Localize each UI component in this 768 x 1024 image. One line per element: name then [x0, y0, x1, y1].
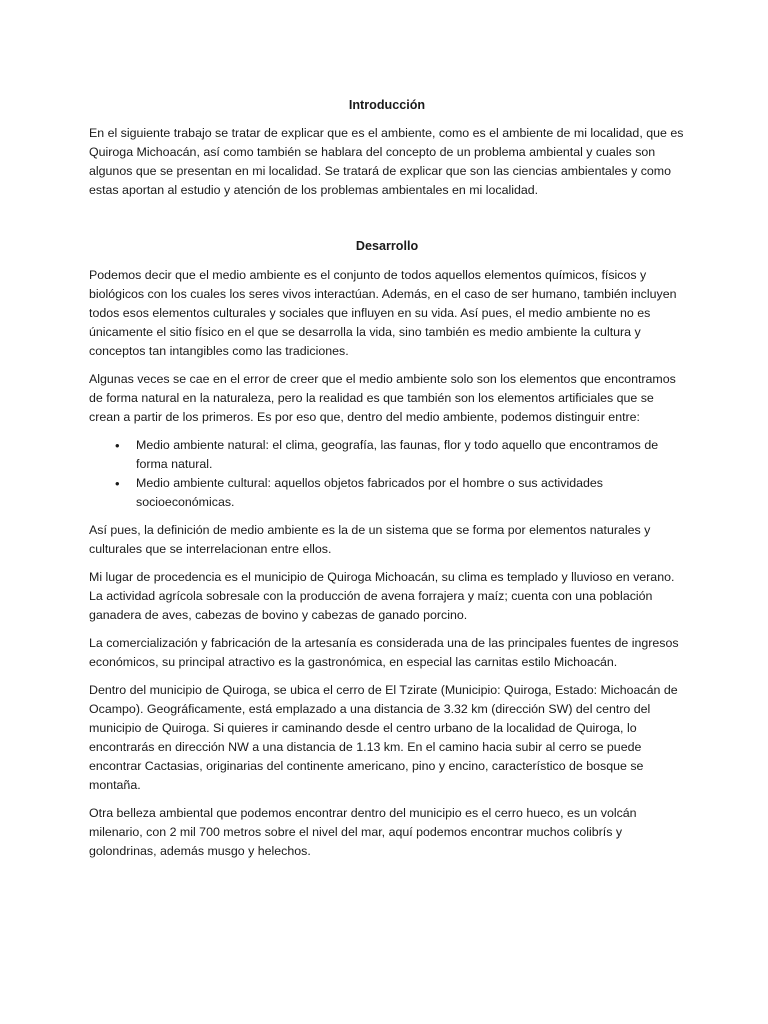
environment-types-list — [89, 436, 685, 512]
desarrollo-heading: Desarrollo — [355, 239, 419, 253]
list-item-text: Medio ambiente natural: el clima, geografía, las faunas, flor y todo aquello que encontramos de forma natural. — [136, 438, 659, 471]
bullet-icon: • — [115, 438, 120, 453]
desarrollo-paragraph-5: La comercialización y fabricación de la artesanía es considerada una de las principales fuentes de ingresos económicos, su principal atractivo es la gastronómica, en especial las carnitas estilo Michoacán. — [89, 636, 679, 669]
intro-paragraph: En el siguiente trabajo se tratar de explicar que es el ambiente, como es el ambiente de mi localidad, que es Quiroga Michoacán, así como también se hablara del concepto de un problema ambiental y cuales son algunos que se presentan en mi localidad. Se tratará de explicar que son las ciencias ambientales y como estas aportan al estudio y atención de los problemas ambientales en mi localidad. — [89, 126, 684, 197]
document-page — [89, 96, 685, 870]
list-item-text: Medio ambiente cultural: aquellos objetos fabricados por el hombre o sus actividades socioeconómicas. — [136, 476, 603, 509]
desarrollo-paragraph-2: Algunas veces se cae en el error de creer que el medio ambiente solo son los elementos que encontramos de forma natural en la naturaleza, pero la realidad es que también son los elementos artificiales que se crean a partir de los primeros. Es por eso que, dentro del medio ambiente, podemos distinguir entre: — [89, 372, 676, 424]
desarrollo-paragraph-3: Así pues, la definición de medio ambiente es la de un sistema que se forma por elementos naturales y culturales que se interrelacionan entre ellos. — [89, 523, 651, 556]
list-item-natural — [89, 436, 685, 474]
desarrollo-paragraph-1: Podemos decir que el medio ambiente es el conjunto de todos aquellos elementos químicos, físicos y biológicos con los cuales los seres vivos interactúan. Además, en el caso de ser humano, también incluyen todos esos elementos culturales y sociales que influyen en su vida. Así pues, el medio ambiente no es únicamente el sitio físico en el que se desarrolla la vida, sino también es medio ambiente la cultura y conceptos tan intangibles como las tradiciones. — [89, 268, 677, 358]
desarrollo-paragraph-7: Otra belleza ambiental que podemos encontrar dentro del municipio es el cerro hueco, es un volcán milenario, con 2 mil 700 metros sobre el nivel del mar, aquí podemos encontrar muchos colibrís y golondrinas, además musgo y helechos. — [89, 806, 637, 858]
list-item-cultural — [89, 474, 685, 512]
desarrollo-paragraph-6: Dentro del municipio de Quiroga, se ubica el cerro de El Tzirate (Municipio: Quiroga, Estado: Michoacán de Ocampo). Geográficamente, está emplazado a una distancia de 3.32 km (dirección SW) del centro del municipio de Quiroga. Si quieres ir caminando desde el centro urbano de la localidad de Quiroga, lo encontrarás en dirección NW a una distancia de 1.13 km. En el camino hacia subir al cerro se puede encontrar Cactasias, originarias del continente americano, pino y encino, característico de bosque se montaña. — [89, 683, 678, 792]
bullet-icon: • — [115, 476, 120, 491]
intro-heading: Introducción — [348, 98, 426, 112]
desarrollo-paragraph-4: Mi lugar de procedencia es el municipio de Quiroga Michoacán, su clima es templado y lluvioso en verano. La actividad agrícola sobresale con la producción de avena forrajera y maíz; cuenta con una población ganadera de aves, cabezas de bovino y cabezas de ganado porcino. — [89, 570, 675, 622]
